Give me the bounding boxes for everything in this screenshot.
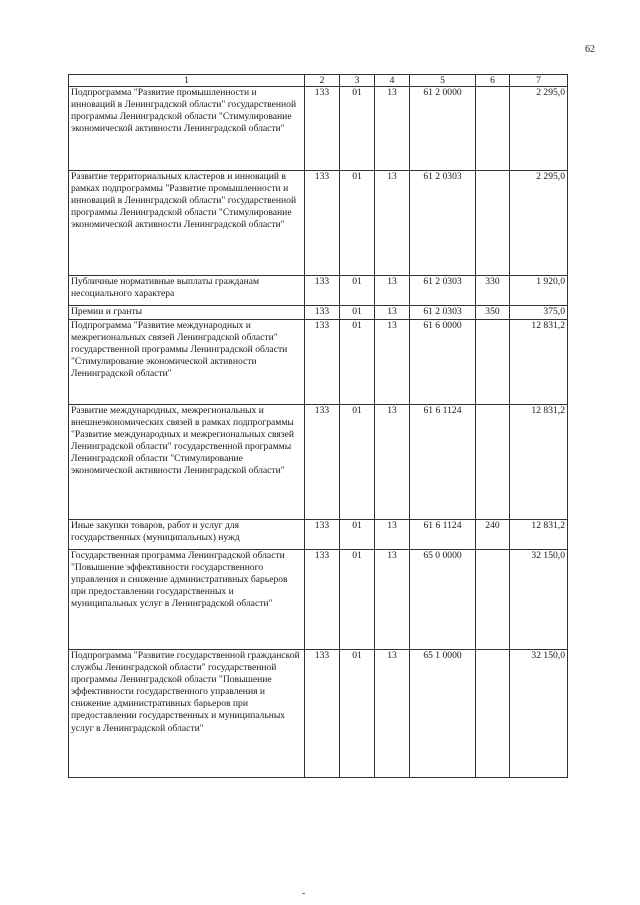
row-ministry-code: 133 — [305, 650, 340, 778]
row-name: Государственная программа Ленинградской области "Повышение эффективности государственного управления и снижение административных барьеров при предоставлении государственных и муниципальных услуг в Ленинградской области" — [69, 550, 305, 650]
row-target-code: 61 6 1124 — [410, 405, 476, 520]
row-ministry-code: 133 — [305, 171, 340, 276]
row-target-code: 65 0 0000 — [410, 550, 476, 650]
row-subsection-code: 13 — [375, 276, 410, 306]
row-section-code: 01 — [340, 276, 375, 306]
row-expense-type: 240 — [476, 520, 510, 550]
row-target-code: 65 1 0000 — [410, 650, 476, 778]
table-row — [69, 276, 568, 306]
row-expense-type — [476, 405, 510, 520]
row-target-code: 61 2 0303 — [410, 306, 476, 320]
row-name: Развитие территориальных кластеров и инноваций в рамках подпрограммы "Развитие промышленности и инноваций в Ленинградской области" государственной программы Ленинградской области "Стимулирование экономической активности Ленинградской области" — [69, 171, 305, 276]
header-col-4: 4 — [375, 75, 410, 87]
row-expense-type: 330 — [476, 276, 510, 306]
header-col-5: 5 — [410, 75, 476, 87]
row-expense-type — [476, 87, 510, 171]
row-ministry-code: 133 — [305, 550, 340, 650]
row-ministry-code: 133 — [305, 306, 340, 320]
row-subsection-code: 13 — [375, 306, 410, 320]
row-name: Премии и гранты — [69, 306, 305, 320]
row-ministry-code: 133 — [305, 320, 340, 405]
row-target-code: 61 6 0000 — [410, 320, 476, 405]
table-row — [69, 171, 568, 276]
row-target-code: 61 2 0000 — [410, 87, 476, 171]
row-expense-type — [476, 171, 510, 276]
row-target-code: 61 6 1124 — [410, 520, 476, 550]
row-ministry-code: 133 — [305, 276, 340, 306]
header-col-1: 1 — [69, 75, 305, 87]
row-section-code: 01 — [340, 520, 375, 550]
row-name: Подпрограмма "Развитие промышленности и инноваций в Ленинградской области" государственной программы Ленинградской области "Стимулирование экономической активности Ленинградской области" — [69, 87, 305, 171]
header-col-2: 2 — [305, 75, 340, 87]
scan-mark — [302, 893, 305, 894]
row-name: Подпрограмма "Развитие государственной гражданской службы Ленинградской области" государственной программы Ленинградской области "Повышение эффективности государственного управления и снижение административных барьеров при предоставлении государственных и муниципальных услуг в Ленинградской области" — [69, 650, 305, 778]
row-subsection-code: 13 — [375, 171, 410, 276]
row-amount: 375,0 — [510, 306, 568, 320]
row-amount: 2 295,0 — [510, 171, 568, 276]
row-target-code: 61 2 0303 — [410, 276, 476, 306]
row-section-code: 01 — [340, 550, 375, 650]
header-col-6: 6 — [476, 75, 510, 87]
row-name: Подпрограмма "Развитие международных и межрегиональных связей Ленинградской области" государственной программы Ленинградской области "Стимулирование экономической активности Ленинградской области" — [69, 320, 305, 405]
row-amount: 12 831,2 — [510, 320, 568, 405]
row-target-code: 61 2 0303 — [410, 171, 476, 276]
row-ministry-code: 133 — [305, 405, 340, 520]
table-row — [69, 320, 568, 405]
row-subsection-code: 13 — [375, 520, 410, 550]
row-ministry-code: 133 — [305, 87, 340, 171]
row-subsection-code: 13 — [375, 87, 410, 171]
row-amount: 2 295,0 — [510, 87, 568, 171]
row-expense-type — [476, 320, 510, 405]
row-name: Иные закупки товаров, работ и услуг для государственных (муниципальных) нужд — [69, 520, 305, 550]
budget-table — [68, 74, 568, 778]
row-section-code: 01 — [340, 650, 375, 778]
row-section-code: 01 — [340, 306, 375, 320]
row-section-code: 01 — [340, 87, 375, 171]
row-amount: 32 150,0 — [510, 650, 568, 778]
table-row — [69, 87, 568, 171]
table-row — [69, 306, 568, 320]
row-amount: 32 150,0 — [510, 550, 568, 650]
header-col-3: 3 — [340, 75, 375, 87]
row-subsection-code: 13 — [375, 550, 410, 650]
table-row — [69, 650, 568, 778]
row-name: Публичные нормативные выплаты гражданам несоциального характера — [69, 276, 305, 306]
row-expense-type — [476, 550, 510, 650]
row-subsection-code: 13 — [375, 650, 410, 778]
table-header-row — [69, 75, 568, 87]
table-row — [69, 405, 568, 520]
page-number: 62 — [585, 44, 595, 55]
row-section-code: 01 — [340, 171, 375, 276]
row-name: Развитие международных, межрегиональных и внешнеэкономических связей в рамках подпрограммы "Развитие международных и межрегиональных связей Ленинградской области" государственной программы Ленинградской области "Стимулирование экономической активности Ленинградской области" — [69, 405, 305, 520]
table-row — [69, 520, 568, 550]
header-col-7: 7 — [510, 75, 568, 87]
row-ministry-code: 133 — [305, 520, 340, 550]
row-section-code: 01 — [340, 320, 375, 405]
row-amount: 1 920,0 — [510, 276, 568, 306]
row-expense-type — [476, 650, 510, 778]
table-row — [69, 550, 568, 650]
row-section-code: 01 — [340, 405, 375, 520]
row-amount: 12 831,2 — [510, 520, 568, 550]
row-expense-type: 350 — [476, 306, 510, 320]
row-amount: 12 831,2 — [510, 405, 568, 520]
row-subsection-code: 13 — [375, 320, 410, 405]
row-subsection-code: 13 — [375, 405, 410, 520]
